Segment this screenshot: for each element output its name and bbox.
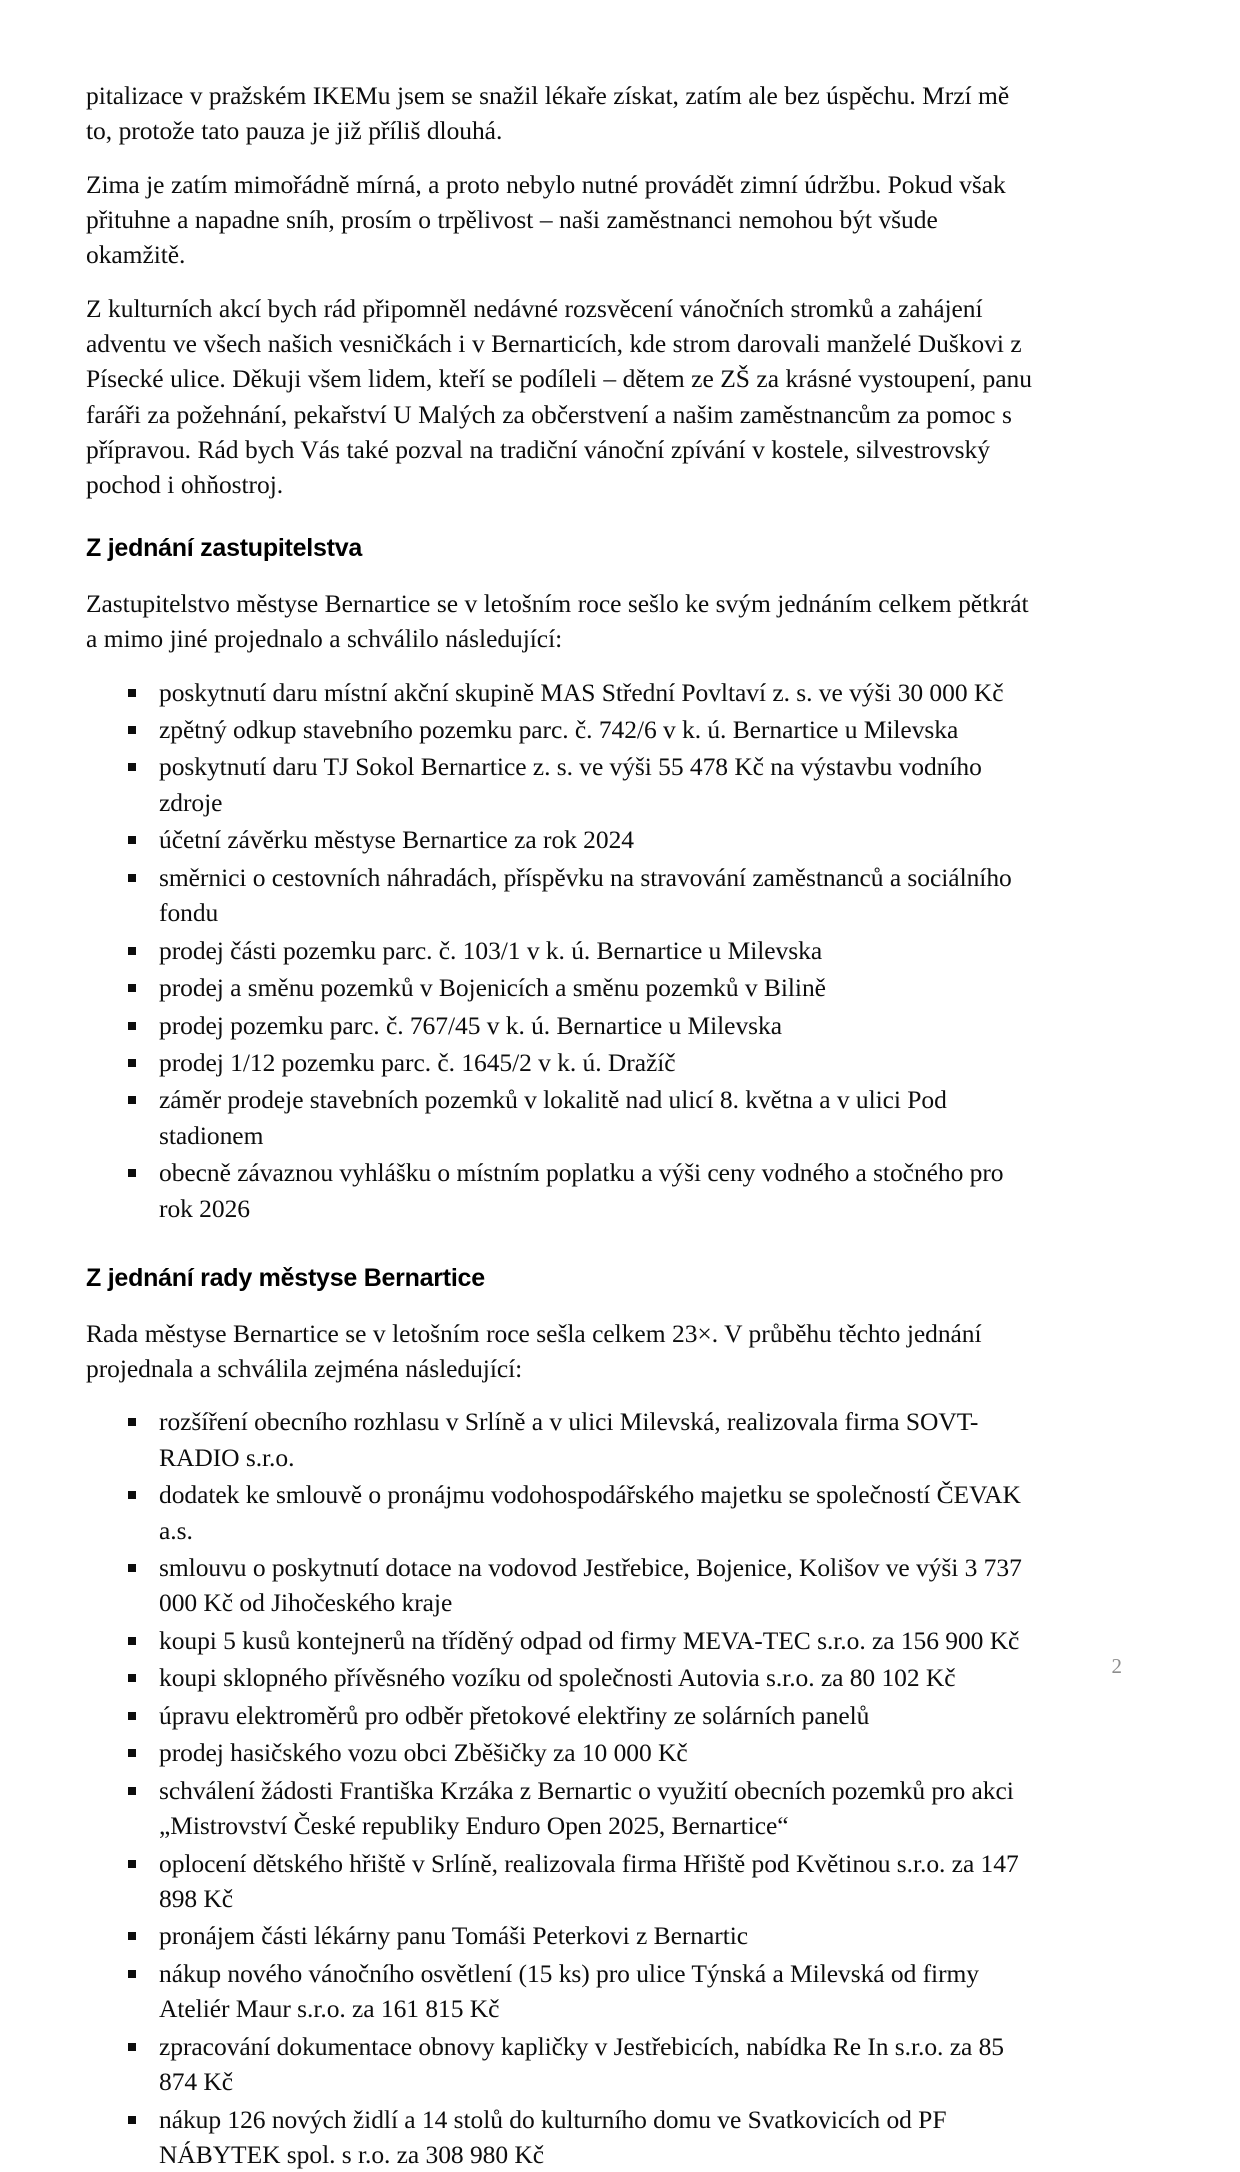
list-item-text: prodej hasičského vozu obci Zběšičky za 10 000 Kč	[159, 1738, 688, 1768]
heading-rada: Z jednání rady městyse Bernartice	[86, 1264, 485, 1293]
list-item	[86, 1008, 1038, 1043]
list-item	[86, 1698, 1038, 1733]
intro-paragraph-3: Z kulturních akcí bych rád připomněl nedávné rozsvěcení vánočních stromků a zahájení adventu ve všech našich vesničkách i v Bernarticích, kde strom darovali manželé Duškovi z Písecké ulice. Děkuji všem lidem, kteří se podíleli – dětem ze ZŠ za krásné vystoupení, panu faráři za požehnání, pekařství U Malých za občerstvení a našim zaměstnancům za pomoc s přípravou. Rád bych Vás také pozval na tradiční vánoční zpívání v kostele, silvestrovský pochod i ohňostroj.	[86, 293, 1032, 500]
list-item	[86, 1773, 1038, 1844]
square-bullet-icon	[128, 984, 136, 992]
list-item-text: prodej části pozemku parc. č. 103/1 v k. ú. Bernartice u Milevska	[159, 935, 823, 965]
list-item	[86, 2102, 1038, 2172]
list-item	[86, 1623, 1038, 1658]
square-bullet-icon	[128, 1712, 136, 1720]
list-item-text: pronájem části lékárny panu Tomáši Peterkovi z Bernartic	[159, 1921, 749, 1951]
square-bullet-icon	[128, 2043, 136, 2051]
square-bullet-icon	[128, 1096, 136, 1104]
zastupitelstvo-intro: Zastupitelstvo městyse Bernartice se v letošním roce sešlo ke svým jednáním celkem pětkrát a mimo jiné projednalo a schválilo následující:	[86, 588, 1029, 654]
list-item-text: záměr prodeje stavebních pozemků v lokalitě nad ulicí 8. května a v ulici Pod stadionem	[159, 1085, 947, 1150]
list-item	[86, 822, 1038, 857]
list-item-text: úpravu elektroměrů pro odběr přetokové elektřiny ze solárních panelů	[159, 1700, 870, 1730]
list-item	[86, 1477, 1038, 1548]
rada-intro: Rada městyse Bernartice se v letošním roce sešla celkem 23×. V průběhu těchto jednání projednala a schválila zejména následující:	[86, 1318, 982, 1383]
square-bullet-icon	[128, 1932, 136, 1940]
square-bullet-icon	[128, 1059, 136, 1067]
list-item	[86, 675, 1038, 710]
square-bullet-icon	[128, 1674, 136, 1682]
list-item	[86, 1956, 1038, 2027]
square-bullet-icon	[128, 1970, 136, 1978]
list-item-text: zpětný odkup stavebního pozemku parc. č. 742/6 v k. ú. Bernartice u Milevska	[159, 715, 959, 744]
list-item	[86, 1550, 1038, 1621]
square-bullet-icon	[128, 1418, 136, 1426]
list-item	[86, 970, 1038, 1005]
list-item	[86, 712, 1038, 747]
rada-list	[86, 1404, 1038, 2172]
list-item-text: dodatek ke smlouvě o pronájmu vodohospodářského majetku se společností ČEVAK a.s.	[159, 1480, 1021, 1545]
square-bullet-icon	[128, 836, 136, 844]
list-item-text: rozšíření obecního rozhlasu v Srlíně a v ulici Milevská, realizovala firma SOVT-RADIO s.r.o.	[159, 1407, 979, 1472]
list-item-text: poskytnutí daru TJ Sokol Bernartice z. s. ve výši 55 478 Kč na výstavbu vodního zdroje	[159, 752, 982, 817]
square-bullet-icon	[128, 689, 136, 697]
list-item	[86, 1404, 1038, 1475]
list-item-text: poskytnutí daru místní akční skupině MAS Střední Povltaví z. s. ve výši 30 000 Kč	[159, 677, 1004, 707]
zastupitelstvo-list	[86, 675, 1038, 1227]
square-bullet-icon	[128, 1860, 136, 1868]
list-item	[86, 1045, 1038, 1080]
list-item	[86, 1660, 1038, 1695]
page-content	[86, 78, 1038, 2172]
square-bullet-icon	[128, 2116, 136, 2124]
square-bullet-icon	[128, 1637, 136, 1645]
square-bullet-icon	[128, 1022, 136, 1030]
square-bullet-icon	[128, 1749, 136, 1757]
square-bullet-icon	[128, 763, 136, 771]
square-bullet-icon	[128, 874, 136, 882]
page-number: 2	[1111, 1654, 1122, 1678]
list-item-text: účetní závěrku městyse Bernartice za rok 2024	[159, 825, 634, 855]
list-item	[86, 1155, 1038, 1226]
square-bullet-icon	[128, 726, 136, 734]
list-item	[86, 2029, 1038, 2100]
list-item-text: oplocení dětského hřiště v Srlíně, realizovala firma Hřiště pod Květinou s.r.o. za 147 898 Kč	[159, 1848, 1019, 1913]
square-bullet-icon	[128, 1787, 136, 1795]
list-item	[86, 933, 1038, 968]
list-item-text: prodej pozemku parc. č. 767/45 v k. ú. Bernartice u Milevska	[159, 1010, 782, 1040]
list-item	[86, 1918, 1038, 1953]
intro-paragraph-2: Zima je zatím mimořádně mírná, a proto nebylo nutné provádět zimní údržbu. Pokud však přituhne a napadne sníh, prosím o trpělivost – naši zaměstnanci nemohou být všude okamžitě.	[86, 169, 1006, 270]
square-bullet-icon	[128, 1169, 136, 1177]
list-item	[86, 1082, 1038, 1153]
list-item-text: prodej 1/12 pozemku parc. č. 1645/2 v k. ú. Dražíč	[159, 1047, 676, 1077]
list-item	[86, 1846, 1038, 1917]
list-item-text: nákup nového vánočního osvětlení (15 ks) pro ulice Týnská a Milevská od firmy Ateliér Maur s.r.o. za 161 815 Kč	[159, 1958, 980, 2024]
list-item-text: zpracování dokumentace obnovy kapličky v Jestřebicích, nabídka Re In s.r.o. za 85 874 Kč	[159, 2031, 1004, 2097]
list-item-text: prodej a směnu pozemků v Bojenicích a směnu pozemků v Bilině	[159, 973, 826, 1003]
list-item-text: směrnici o cestovních náhradách, příspěvku na stravování zaměstnanců a sociálního fondu	[159, 862, 1012, 928]
list-item	[86, 860, 1038, 931]
heading-zastupitelstvo: Z jednání zastupitelstva	[86, 534, 363, 563]
list-item-text: schválení žádosti Františka Krzáka z Bernartic o využití obecních pozemků pro akci „Mistrovství České republiky Enduro Open 2025, Bernartice“	[159, 1775, 1014, 1841]
list-item-text: nákup 126 nových židlí a 14 stolů do kulturního domu ve Svatkovicích od PF NÁBYTEK spol. s r.o. za 308 980 Kč	[159, 2104, 947, 2169]
square-bullet-icon	[128, 1491, 136, 1499]
intro-paragraph-1: pitalizace v pražském IKEMu jsem se snažil lékaře získat, zatím ale bez úspěchu. Mrzí mě to, protože tato pauza je již příliš dlouhá.	[86, 81, 1010, 146]
list-item	[86, 749, 1038, 820]
list-item-text: smlouvu o poskytnutí dotace na vodovod Jestřebice, Bojenice, Kolišov ve výši 3 737 000 Kč od Jihočeského kraje	[159, 1553, 1022, 1618]
square-bullet-icon	[128, 1564, 136, 1572]
list-item-text: koupi 5 kusů kontejnerů na tříděný odpad od firmy MEVA-TEC s.r.o. za 156 900 Kč	[159, 1625, 1020, 1655]
square-bullet-icon	[128, 947, 136, 955]
list-item-text: obecně závaznou vyhlášku o místním poplatku a výši ceny vodného a stočného pro rok 2026	[159, 1158, 1004, 1223]
list-item-text: koupi sklopného přívěsného vozíku od společnosti Autovia s.r.o. za 80 102 Kč	[159, 1663, 956, 1693]
